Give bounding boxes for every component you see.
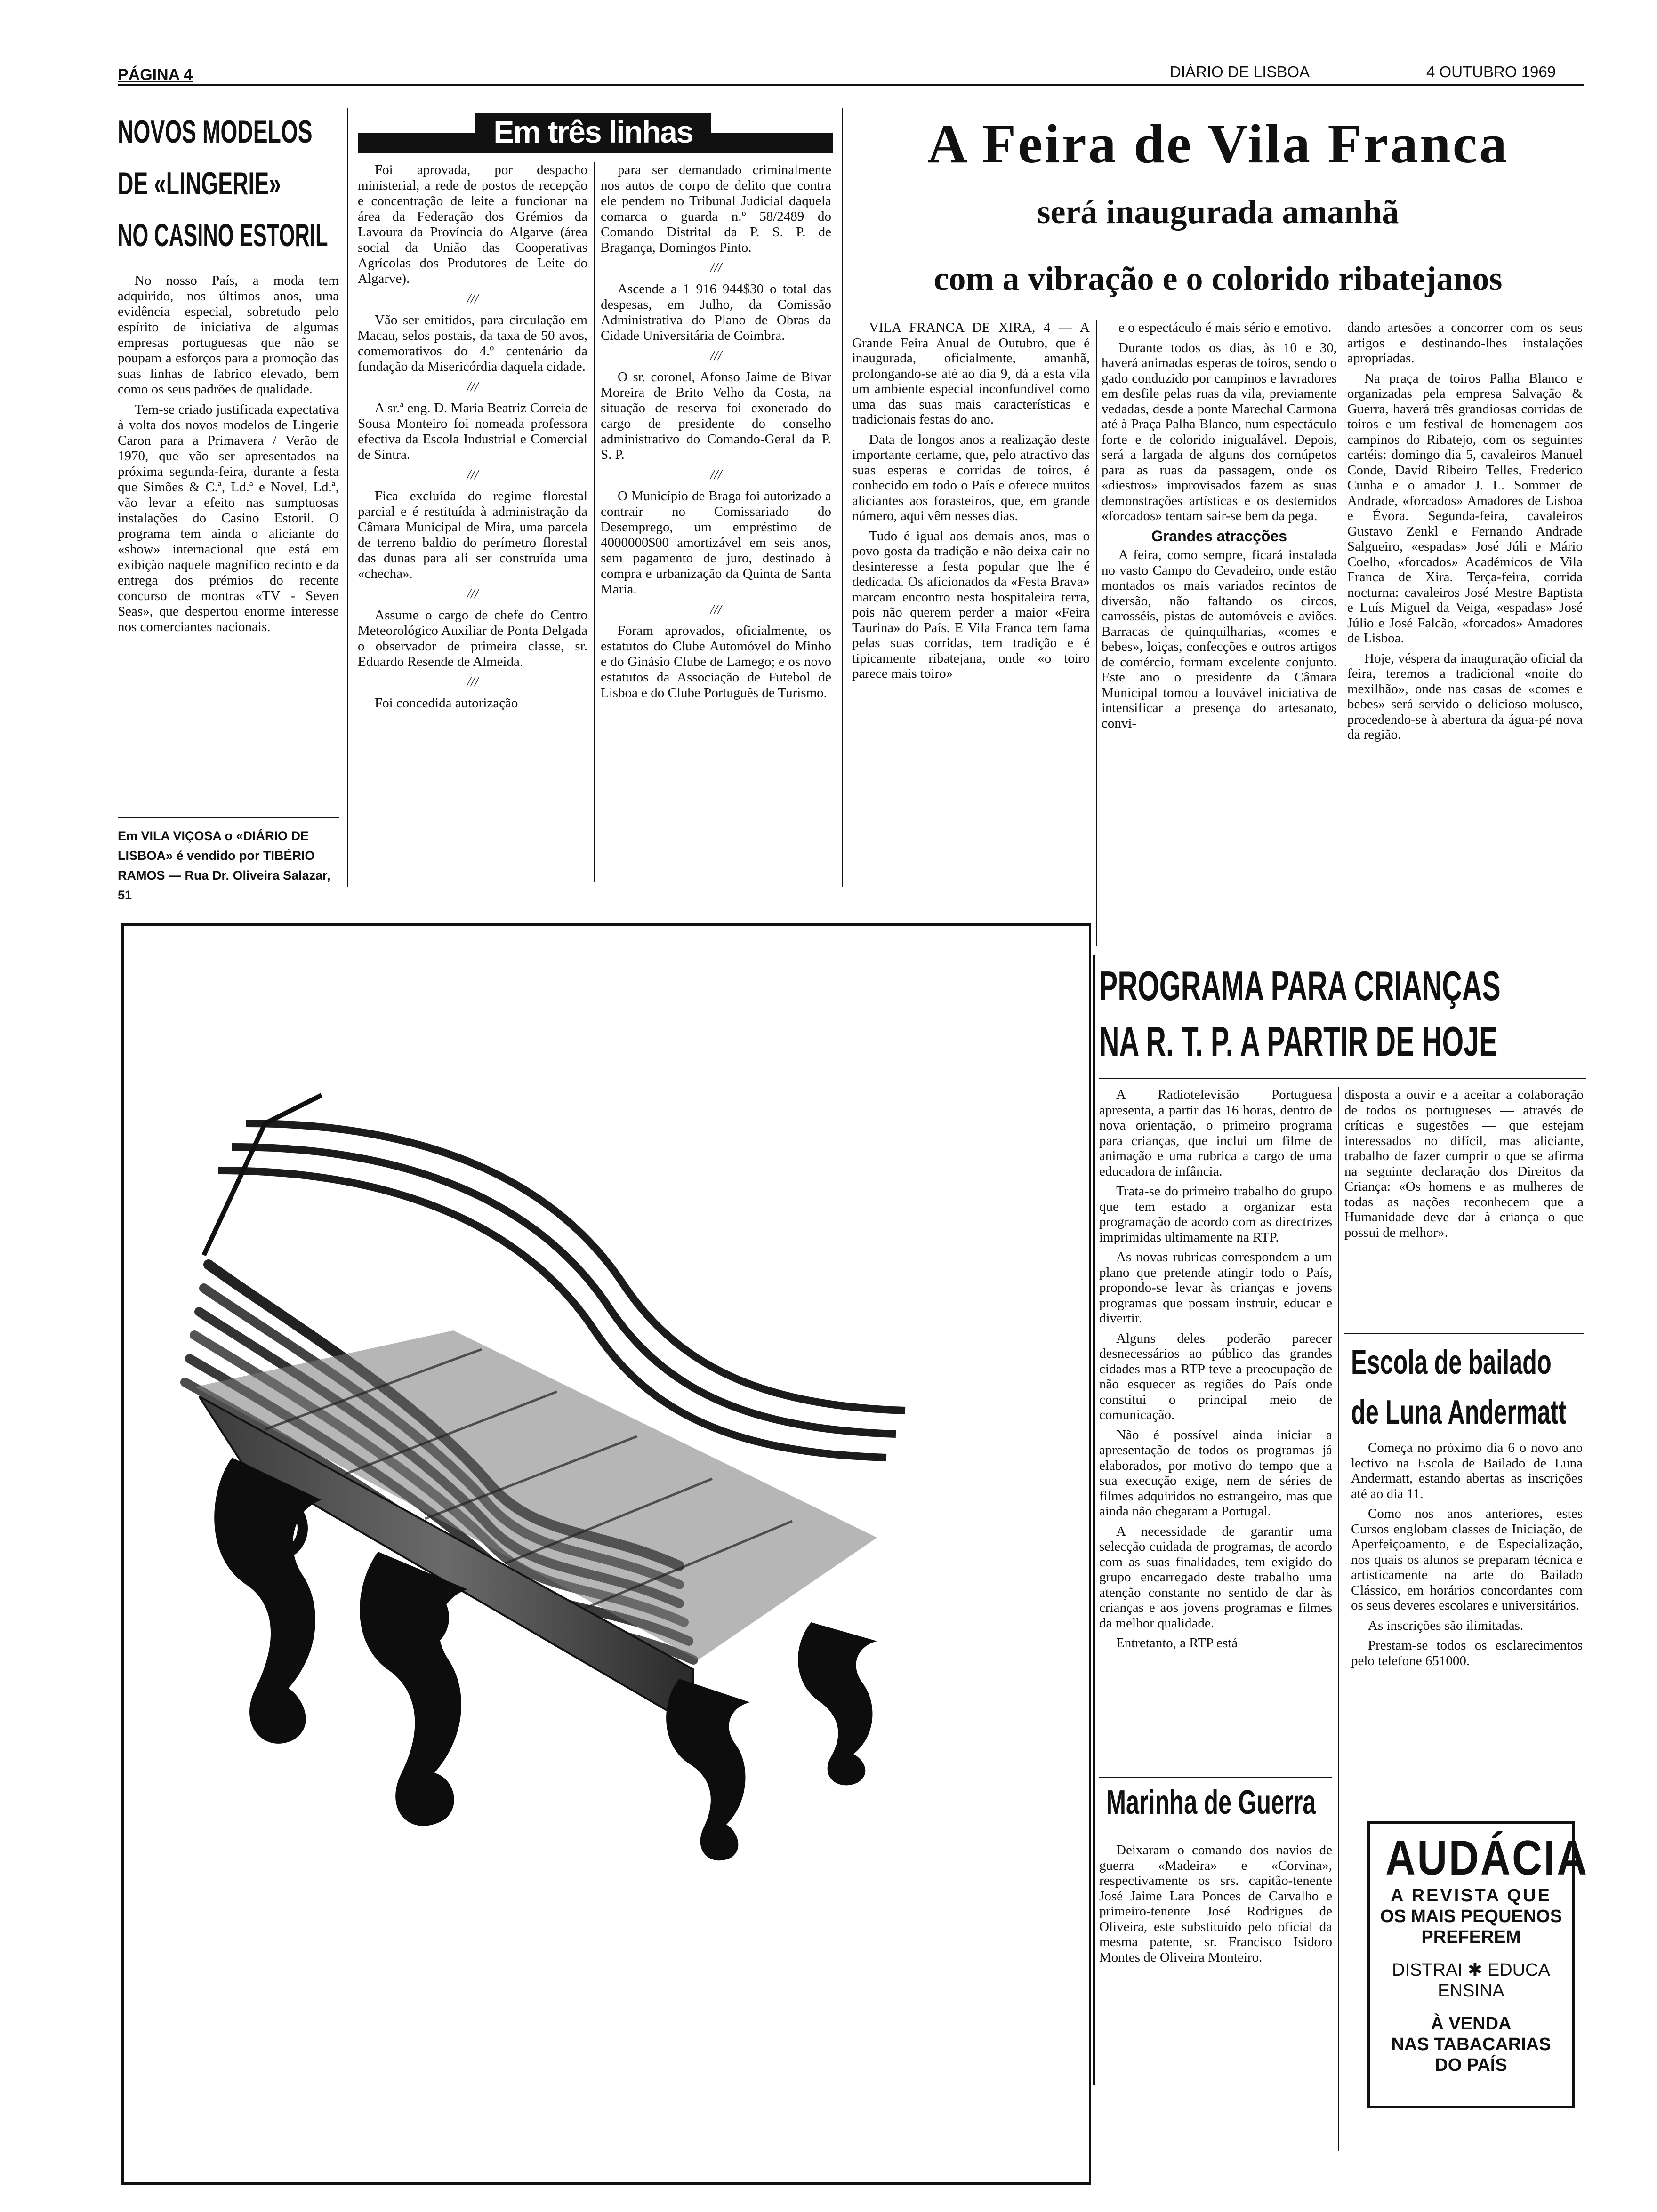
programa-paragraph: disposta a ouvir e a aceitar a colaboração de todos os portugueses — através de críticas e sugestões — que estejam interessados no difícil, mas aliciante, trabalho de fazer cumprir o que se afirma na seguinte declaração dos Direitos da Criança: «Os homens e as mulheres de todas as nações reconhecem que a Humanidade deve dar à criança o que possui de melhor». [1344, 1087, 1584, 1240]
programa-rule [1099, 1078, 1586, 1079]
audacia-line: PREFEREM [1421, 1927, 1521, 1947]
column-rule [1338, 1087, 1339, 2151]
feira-paragraph: VILA FRANCA DE XIRA, 4 — A Grande Feira Anual de Outubro, que é inaugurada, oficialmente, amanhã, prolongando-se até ao dia 9, dá a esta vila um ambiente especial inconfundível como uma das suas mais características e tradicionais festas do ano. [852, 320, 1090, 427]
column-rule [1096, 320, 1097, 946]
item-separator: /// [467, 467, 479, 482]
programa-headline-line2: NA R. T. P. A PARTIR DE HOJE [1099, 1018, 1498, 1065]
item-separator: /// [710, 260, 722, 275]
column-rule [842, 108, 843, 887]
news-item: Foi concedida autorização [375, 696, 518, 711]
item-separator: /// [467, 379, 479, 394]
page-number: PÁGINA 4 [118, 66, 193, 84]
bench-illustration [124, 926, 1089, 2182]
audacia-line: A REVISTA QUE [1391, 1886, 1552, 1906]
bailado-body [1351, 1440, 1583, 1673]
programa-paragraph: Alguns deles poderão parecer desnecessários ao público das grandes cidades mas a RTP teve a preocupação de não esquecer as regiões do País onde constitui o principal meio de comunicação. [1099, 1330, 1332, 1422]
feira-headline: A Feira de Vila Franca [927, 113, 1509, 175]
news-item: O Município de Braga foi autorizado a contrair no Comissariado do Desemprego, um empréstimo de 4000000$00 amortizável em seis anos, sem pagamento de juro, destinado à compra e urbanização da Quinta de Santa Maria. [601, 489, 831, 597]
header-rule [118, 84, 1584, 86]
audacia-line: NAS TABACARIAS [1391, 2035, 1551, 2054]
feira-col1 [852, 320, 1090, 686]
lingerie-body [118, 273, 339, 640]
bailado-rule [1344, 1333, 1584, 1334]
programa-headline [1099, 960, 1586, 1067]
lingerie-headline-line3: NO CASINO ESTORIL [118, 217, 328, 253]
feira-col2 [1102, 320, 1337, 736]
banner-title: Em três linhas [475, 113, 711, 152]
feira-paragraph: Durante todos os dias, às 10 e 30, haverá animadas esperas de toiros, sendo o gado conduzido por campinos e lavradores em desfile pelas ruas da vila, previamente vedadas, desde a ponte Marechal Carmona até à Praça Palha Blanco, num espectáculo forte e de colorido inigualável. Depois, será a largada de alguns dos cornúpetos para as ruas da passagem, onde os «diestros» improvisados fazem as suas demonstrações artísticas e os destemidos «forcados» tentam sair-se bem da pega. [1102, 340, 1337, 523]
bailado-headline-line2: de Luna Andermatt [1351, 1394, 1567, 1431]
programa-paragraph: As novas rubricas correspondem a um plano que pretende atingir todo o País, propondo-se levar às crianças e jovens programas que possam instruir, educar e divertir. [1099, 1250, 1332, 1326]
bailado-paragraph: Como nos anos anteriores, estes Cursos englobam classes de Iniciação, de Aperfeiçoamento, e de Especialização, nos quais os alunos se preparam técnica e artisticamente na arte do Bailado Clássico, em horários concordantes com os seus deveres escolares e universitários. [1351, 1506, 1583, 1613]
news-item: O sr. coronel, Afonso Jaime de Bivar Moreira de Brito Velho da Costa, na situação de reserva foi exonerado do cargo de presidente do conselho administrativo do Comando-Geral da P. S. P. [601, 369, 831, 462]
lingerie-paragraph: No nosso País, a moda tem adquirido, nos últimos anos, uma evidência especial, sobretudo pelo espírito de iniciativa de algumas empresas portuguesas que não se poupam a esforços para a promoção das suas linhas de fabrico elevado, bem como os seus padrões de qualidade. [118, 273, 339, 397]
bailado-headline-line1: Escola de bailado [1351, 1344, 1552, 1381]
issue-date: 4 OUTUBRO 1969 [1426, 63, 1556, 80]
lingerie-headline-line1: NOVOS MODELOS [118, 114, 313, 150]
bailado-paragraph: Começa no próximo dia 6 o novo ano lectivo na Escola de Bailado de Luna Andermatt, estando abertas as inscrições até ao dia 11. [1351, 1440, 1583, 1501]
item-separator: /// [467, 674, 479, 689]
programa-col2 [1344, 1087, 1584, 1245]
item-separator: /// [467, 586, 479, 601]
item-separator: /// [710, 602, 722, 617]
audacia-line: ENSINA [1438, 1981, 1504, 2001]
newspaper-name: DIÁRIO DE LISBOA [1170, 63, 1310, 80]
lingerie-divider [118, 817, 339, 818]
column-rule [1093, 955, 1095, 2085]
tres-linhas-banner [358, 113, 833, 155]
programa-paragraph: A Radiotelevisão Portuguesa apresenta, a partir das 16 horas, dentro de nova orientação, o primeiro programa para crianças, que inclui um filme de animação e uma rubrica a cargo de uma educadora de infância. [1099, 1087, 1332, 1179]
news-item: Foram aprovados, oficialmente, os estatutos do Clube Automóvel do Minho e do Ginásio Clube de Lamego; e os novo estatutos da Associação de Futebol de Lisboa e do Clube Português de Turismo. [601, 623, 831, 700]
programa-paragraph: Não é possível ainda iniciar a apresentação de todos os programas já elaborados, por motivo do tempo que a sua execução exige, nem de séries de filmes adquiridos no estrangeiro, mas que ainda não chegaram a Portugal. [1099, 1427, 1332, 1519]
marinha-body [1099, 1843, 1332, 1970]
programa-paragraph: Entretanto, a RTP está [1116, 1635, 1238, 1651]
bailado-headline [1351, 1341, 1586, 1434]
news-item: para ser demandado criminalmente nos autos de corpo de delito que contra ele pendem no Tribunal Judicial daquela comarca o guarda n.º 58/2489 do Comando Distrital da P. S. P. de Bragança, Domingos Pinto. [601, 162, 831, 255]
news-item: Vão ser emitidos, para circulação em Macau, selos postais, da taxa de 50 avos, comemorativos do 4.º centenário da fundação da Misericórdia daquela cidade. [358, 313, 587, 374]
feira-subhead: Grandes atracções [1151, 527, 1287, 545]
feira-subheadline-2: com a vibração e o colorido ribatejanos [933, 260, 1503, 297]
column-rule [594, 162, 595, 882]
news-item: Ascende a 1 916 944$30 o total das despesas, em Julho, da Comissão Administrativa do Plano de Obras da Cidade Universitária de Coimbra. [601, 281, 831, 343]
bailado-paragraph: As inscrições são ilimitadas. [1368, 1618, 1524, 1633]
news-item: A sr.ª eng. D. Maria Beatriz Correia de Sousa Monteiro foi nomeada professora efectiva da Escola Industrial e Comercial de Sintra. [358, 401, 587, 462]
tres-linhas-col1 [358, 162, 587, 716]
feira-paragraph: Data de longos anos a realização deste importante certame, que, pelo atractivo das suas esperas e corridas de toiros, é conhecido em todo o País e oferece muitos aliciantes aos forasteiros, que, em grande número, aqui vêm nesses dias. [852, 432, 1090, 523]
audacia-title: AUDÁCIA [1385, 1831, 1589, 1885]
feira-subheadline: será inaugurada amanhã [1037, 193, 1399, 231]
feira-paragraph: dando artesões a concorrer com os seus artigos e destinando-lhes instalações apropriadas. [1347, 320, 1583, 366]
lingerie-headline-line2: DE «LINGERIE» [118, 166, 281, 201]
programa-paragraph: Trata-se do primeiro trabalho do grupo que tem estado a organizar esta programação de acordo com as directrizes imprimidas ultimamente na RTP. [1099, 1184, 1332, 1245]
feira-paragraph: Na praça de toiros Palha Blanco e organizadas pela empresa Salvação & Guerra, haverá três grandiosas corridas de toiros e um festival de homenagem aos campinos do Ribatejo, com os seguintes cartéis: domingo dia 5, cavaleiros Manuel Conde, David Ribeiro Telles, Frederico Cunha e o amador J. L. Sommer de Andrade, «forcados» Amadores de Lisboa e Évora. Segunda-feira, cavaleiros Gustavo Zenkl e Fernando Andrade Salgueiro, «espadas» José Júli e Mário Coelho, «forcados» Académicos de Vila Franca de Xira. Terça-feira, corrida nocturna: cavaleiros José Mestre Baptista e Luís Miguel da Veiga, «espadas» José Júlio e José Falcão, «forcados» Amadores de Lisboa. [1347, 370, 1583, 646]
audacia-line: OS MAIS PEQUENOS [1380, 1907, 1562, 1926]
marinha-rule [1099, 1777, 1332, 1778]
item-separator: /// [710, 467, 722, 482]
programa-headline-line1: PROGRAMA PARA CRIANÇAS [1099, 962, 1501, 1009]
feira-paragraph: Tudo é igual aos demais anos, mas o povo gosta da tradição e não deixa cair no desinteresse a festa popular que lhe é dedicada. Os aficionados da «Festa Brava» marcam encontro nesta hospitaleira terra, pois não querem perder a maior «Feira Taurina» do País. E Vila Franca tem fama pelas suas corridas, tem tradição e é tipicamente ribatejana, onde «o toiro parece mais toiro» [852, 528, 1090, 681]
programa-paragraph: A necessidade de garantir uma selecção cuidada de programas, de acordo com as suas finalidades, tem exigido do grupo encarregado deste trabalho uma atenção constante no sentido de dar às crianças e aos jovens programas e filmes da melhor qualidade. [1099, 1523, 1332, 1631]
item-separator: /// [467, 291, 479, 306]
bench-photo [121, 923, 1091, 2185]
audacia-line: DO PAÍS [1435, 2055, 1507, 2075]
lingerie-paragraph: Tem-se criado justificada expectativa à volta dos novos modelos de Lingerie Caron para a Primavera / Verão de 1970, que vão ser apresentados na próxima segunda-feira, durante a festa que Simões & C.ª, Ld.ª e Novel, Ld.ª, vão levar a efeito nas sumptuosas instalações do Casino Estoril. O programa tem ainda o aliciante do «show» internacional que está em exibição naquele magnífico recinto e da entrega dos prémios do recente concurso de montras «TV - Seven Seas», que despertou enorme interesse nos comerciantes nacionais. [118, 402, 339, 634]
marinha-headline: Marinha de Guerra [1106, 1784, 1316, 1821]
news-item: Foi aprovada, por despacho ministerial, a rede de postos de recepção e concentração de leite a funcionar na área da Federação dos Grémios da Lavoura da Província do Algarve (área social da União das Cooperativas Agrícolas dos Produtores de Leite do Algarve). [358, 162, 587, 286]
audacia-ad [1367, 1821, 1589, 2108]
feira-col3 [1347, 320, 1583, 747]
news-item: Fica excluída do regime florestal parcial e é restituída à administração da Câmara Municipal de Mira, uma parcela de terreno baldio do perímetro florestal das dunas para ali ser construída uma «checha». [358, 489, 587, 581]
feira-paragraph: e o espectáculo é mais sério e emotivo. [1118, 320, 1332, 335]
lingerie-headline [118, 113, 339, 254]
feira-paragraph: Hoje, véspera da inauguração oficial da feira, teremos a tradicional «noite do mexilhão», onde nas casas de «comes e bebes» será servido o delicioso molusco, procedendo-se à abertura da água-pé nova da região. [1347, 650, 1583, 742]
tres-linhas-col2 [601, 162, 831, 705]
item-separator: /// [710, 348, 722, 363]
programa-col1 [1099, 1087, 1332, 1656]
audacia-line: DISTRAI ✱ EDUCA [1392, 1960, 1550, 1980]
marinha-paragraph: Deixaram o comando dos navios de guerra «Madeira» e «Corvina», respectivamente os srs. capitão-tenente José Jaime Lara Ponces de Carvalho e primeiro-tenente José Rodrigues de Oliveira, este substituído pelo oficial da mesma patente, sr. Francisco Isidoro Montes de Oliveira Monteiro. [1099, 1843, 1332, 1965]
news-item: Assume o cargo de chefe do Centro Meteorológico Auxiliar de Ponta Delgada o observador de primeira classe, sr. Eduardo Resende de Almeida. [358, 608, 587, 669]
column-rule [347, 108, 348, 887]
vila-vicosa-notice: Em VILA VIÇOSA o «DIÁRIO DE LISBOA» é vendido por TIBÉRIO RAMOS — Rua Dr. Oliveira Salazar, 51 [118, 829, 330, 902]
bailado-paragraph: Prestam-se todos os esclarecimentos pelo telefone 651000. [1351, 1638, 1583, 1668]
audacia-line: À VENDA [1431, 2014, 1512, 2034]
feira-paragraph: A feira, como sempre, ficará instalada no vasto Campo do Cevadeiro, onde estão montados os mais variados recintos de diversão, não faltando os circos, carrosséis, pistas de automóveis e aviões. Barracas de quinquilharias, «comes e bebes», loiças, confecções e outros artigos de comércio, formam excelente conjunto. Este ano o presidente da Câmara Municipal tomou a louvável iniciativa de intensificar a presença do artesanato, convi- [1102, 547, 1337, 731]
